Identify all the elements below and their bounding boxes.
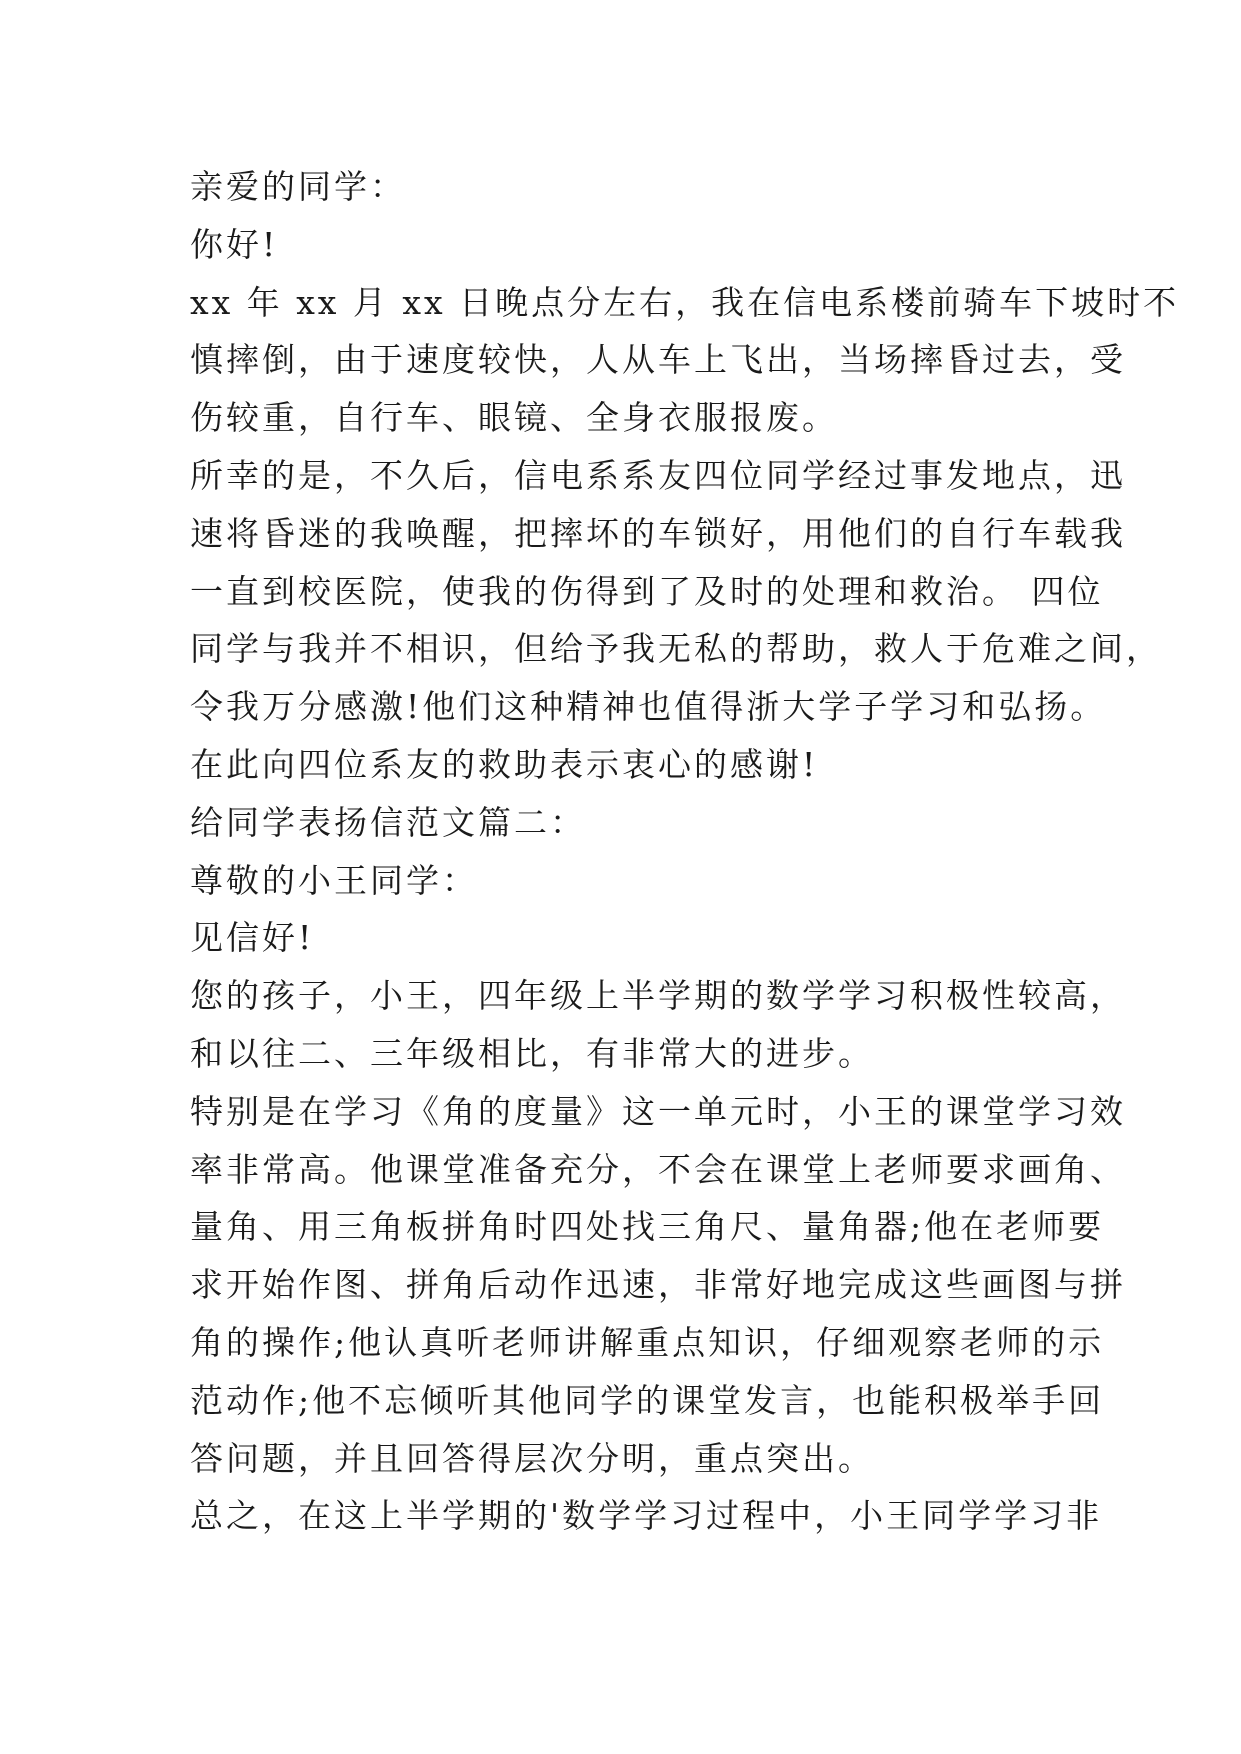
text-line-21: 角的操作;他认真听老师讲解重点知识，仔细观察老师的示 bbox=[190, 1322, 1105, 1362]
text-line-1: 亲爱的同学： bbox=[190, 167, 406, 206]
text-line-20: 求开始作图、拼角后动作迅速，非常好地完成这些画图与拼 bbox=[190, 1265, 1126, 1305]
text-line-2: 你好! bbox=[190, 224, 279, 264]
text-line-17: 特别是在学习《角的度量》这一单元时，小王的课堂学习效 bbox=[190, 1091, 1126, 1131]
text-line-23: 答问题，并且回答得层次分明，重点突出。 bbox=[190, 1438, 874, 1478]
text-line-11: 在此向四位系友的救助表示衷心的感谢! bbox=[190, 744, 819, 784]
text-line-14: 见信好! bbox=[190, 918, 315, 958]
text-line-8: 一直到校医院，使我的伤得到了及时的处理和救治。 四位 bbox=[190, 571, 1104, 611]
text-line-16: 和以往二、三年级相比，有非常大的进步。 bbox=[190, 1033, 874, 1073]
text-line-24: 总之，在这上半学期的'数学学习过程中，小王同学学习非 bbox=[190, 1496, 1103, 1536]
letter-body bbox=[190, 158, 1180, 1545]
text-line-18: 率非常高。他课堂准备充分，不会在课堂上老师要求画角、 bbox=[190, 1149, 1126, 1189]
text-line-4: 慎摔倒，由于速度较快，人从车上飞出，当场摔昏过去，受 bbox=[190, 340, 1126, 380]
text-line-6: 所幸的是，不久后，信电系系友四位同学经过事发地点，迅 bbox=[190, 455, 1126, 495]
section-heading: 给同学表扬信范文篇二： bbox=[190, 802, 586, 842]
text-line-10: 令我万分感激!他们这种精神也值得浙大学子学习和弘扬。 bbox=[190, 687, 1107, 727]
text-line-5: 伤较重，自行车、眼镜、全身衣服报废。 bbox=[190, 398, 838, 438]
text-line-7: 速将昏迷的我唤醒，把摔坏的车锁好，用他们的自行车载我 bbox=[190, 513, 1126, 553]
text-line-19: 量角、用三角板拼角时四处找三角尺、量角器;他在老师要 bbox=[190, 1207, 1105, 1247]
text-line-3: xx 年 xx 月 xx 日晚点分左右，我在信电系楼前骑车下坡时不 bbox=[190, 282, 1180, 322]
text-line-15: 您的孩子，小王，四年级上半学期的数学学习积极性较高， bbox=[190, 976, 1126, 1016]
text-line-9: 同学与我并不相识，但给予我无私的帮助，救人于危难之间， bbox=[190, 629, 1162, 669]
text-line-13: 尊敬的小王同学： bbox=[190, 860, 478, 900]
text-line-22: 范动作;他不忘倾听其他同学的课堂发言，也能积极举手回 bbox=[190, 1380, 1105, 1420]
